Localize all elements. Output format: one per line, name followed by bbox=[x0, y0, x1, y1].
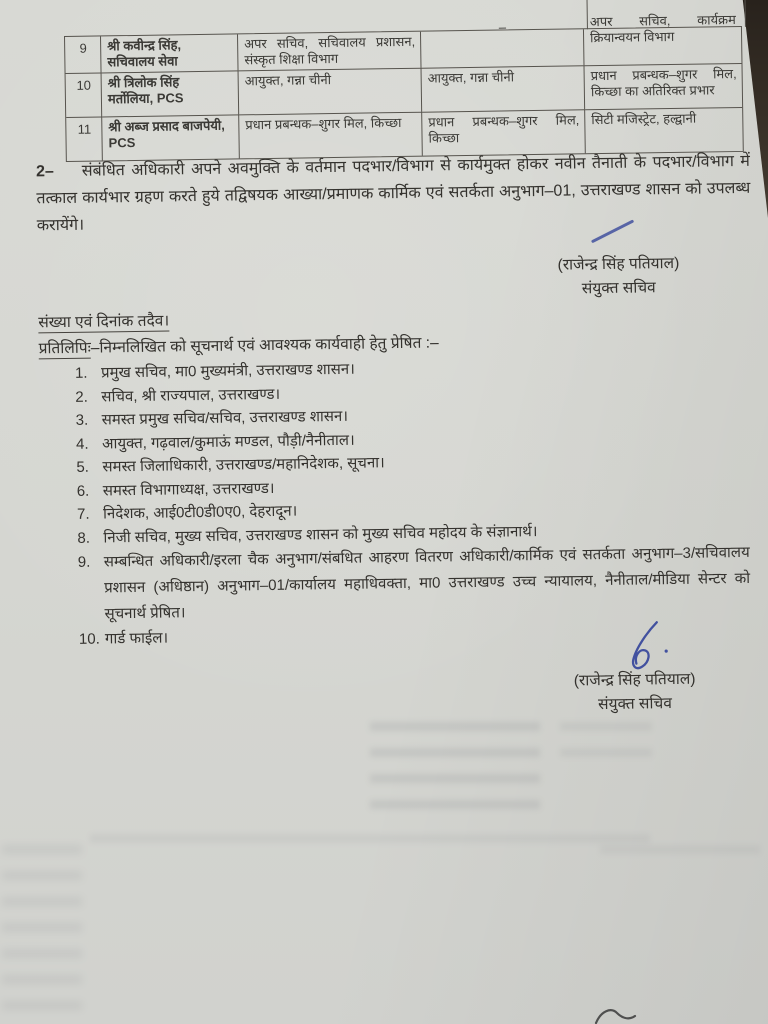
paragraph-number: 2– bbox=[35, 163, 54, 181]
officer-name-line: श्री अब्ज प्रसाद बाजपेयी, bbox=[108, 117, 225, 135]
copy-label: प्रतिलिपिः bbox=[38, 339, 91, 358]
officer-name-line: श्री त्रिलोक सिंह bbox=[107, 74, 180, 91]
ink-mark bbox=[592, 1006, 640, 1024]
previous-posting-cell: आयुक्त, गन्ना चीनी bbox=[239, 68, 423, 115]
current-posting-cell: आयुक्त, गन्ना चीनी bbox=[422, 65, 586, 111]
new-posting-cell: अपर सचिव, कार्यक्रम क्रियान्वयन विभाग bbox=[589, 12, 736, 46]
signature-block-upper bbox=[513, 252, 724, 300]
officer-name-cell bbox=[102, 70, 240, 116]
table-col5-left-border-extension bbox=[586, 0, 587, 29]
list-item: 1. प्रमुख सचिव, मा0 मुख्यमंत्री, उत्तराखण्ड शासन। bbox=[74, 360, 355, 382]
serial-cell: 9 bbox=[65, 36, 102, 73]
current-posting-cell: प्रधान प्रबन्धक–शुगर मिल, किच्छा bbox=[422, 109, 586, 155]
list-item: 2. सचिव, श्री राज्यपाल, उत्तराखण्ड। bbox=[75, 385, 281, 406]
signatory-title: संयुक्त सचिव bbox=[581, 279, 656, 298]
signatory-title: संयुक्त सचिव bbox=[597, 695, 673, 714]
signatory-name: (राजेन्द्र सिंह पतियाल) bbox=[573, 670, 696, 690]
list-item: 4. आयुक्त, गढ़वाल/कुमाऊं मण्डल, पौड़ी/नैनीताल। bbox=[75, 431, 355, 453]
pen-signature-squiggle bbox=[621, 619, 674, 670]
copy-heading bbox=[38, 330, 438, 358]
serial-cell: 10 bbox=[66, 72, 103, 117]
paragraph-text: संबंधित अधिकारी अपने अवमुक्ति के वर्तमान पदभार/विभाग से कार्यमुक्त होकर नवीन तैनाती के पदभार/विभाग में तत्काल कार्यभार ग्रहण करते हुये तद्विषयक आख्या/प्रमाणक कार्मिक एवं सतर्कता अनुभाग–01, उत्तराखण्ड शासन को उपलब्ध करायेंगे। bbox=[36, 152, 751, 235]
serial-cell: 11 bbox=[66, 116, 103, 161]
list-item: 5. समस्त जिलाधिकारी, उत्तराखण्ड/महानिदेशक, सूचना। bbox=[76, 454, 385, 476]
copy-heading-rest: –निम्नलिखित को सूचनार्थ एवं आवश्यक कार्यवाही हेतु प्रेषित :– bbox=[90, 334, 439, 357]
new-posting-cell: सिटी मजिस्ट्रेट, हल्द्वानी bbox=[585, 107, 743, 153]
new-posting-cell: प्रधान प्रबन्धक–शुगर मिल, किच्छा का अतिरिक्त प्रभार bbox=[584, 63, 742, 109]
previous-posting-cell: प्रधान प्रबन्धक–शुगर मिल, किच्छा bbox=[239, 112, 423, 159]
list-item: 8. निजी सचिव, मुख्य सचिव, उत्तराखण्ड शासन को मुख्य सचिव महोदय के संज्ञानार्थ। bbox=[77, 522, 538, 547]
officer-name-line: श्री कवीन्द्र सिंह, bbox=[107, 37, 182, 54]
list-item: 10. गार्ड फाईल। bbox=[78, 629, 169, 648]
officer-cadre-line: सचिवालय सेवा bbox=[107, 53, 178, 70]
reference-line: संख्या एवं दिनांक तदैव। bbox=[38, 312, 170, 332]
signature-block-lower bbox=[524, 668, 745, 716]
officer-name-cell bbox=[101, 34, 239, 72]
list-item: 7. निदेशक, आई0टी0डी0ए0, देहरादून। bbox=[76, 502, 298, 523]
distribution-list bbox=[75, 352, 751, 651]
signatory-name: (राजेन्द्र सिंह पतियाल) bbox=[557, 254, 680, 274]
current-posting-cell: – bbox=[421, 29, 585, 67]
officer-name-cell bbox=[102, 114, 240, 160]
instruction-paragraph bbox=[36, 148, 751, 240]
list-item: 6. समस्त विभागाध्यक्ष, उत्तराखण्ड। bbox=[76, 479, 275, 500]
list-item: 3. समस्त प्रमुख सचिव/सचिव, उत्तराखण्ड शासन। bbox=[75, 407, 349, 429]
posting-table bbox=[64, 12, 744, 162]
list-item: 9. सम्बन्धित अधिकारी/इरला चैक अनुभाग/संबधित आहरण वितरण अधिकारी/कार्मिक एवं सतर्कता अनुभाग–3/सचिवालय प्रशासन (अधिष्ठान) अनुभाग–01/कार्यालय महाधिवक्ता, मा0 उत्तराखण्ड उच्च न्यायालय, नैनीताल/मीडिया सेन्टर को सूचनार्थ प्रेषित। bbox=[77, 543, 751, 623]
officer-cadre-line: PCS bbox=[108, 134, 136, 151]
previous-posting-cell: अपर सचिव, सचिवालय प्रशासन, संस्कृत शिक्षा विभाग bbox=[238, 32, 422, 71]
table-col5-right-border-extension bbox=[744, 0, 745, 27]
officer-cadre-line: मर्तोलिया, PCS bbox=[107, 90, 184, 107]
